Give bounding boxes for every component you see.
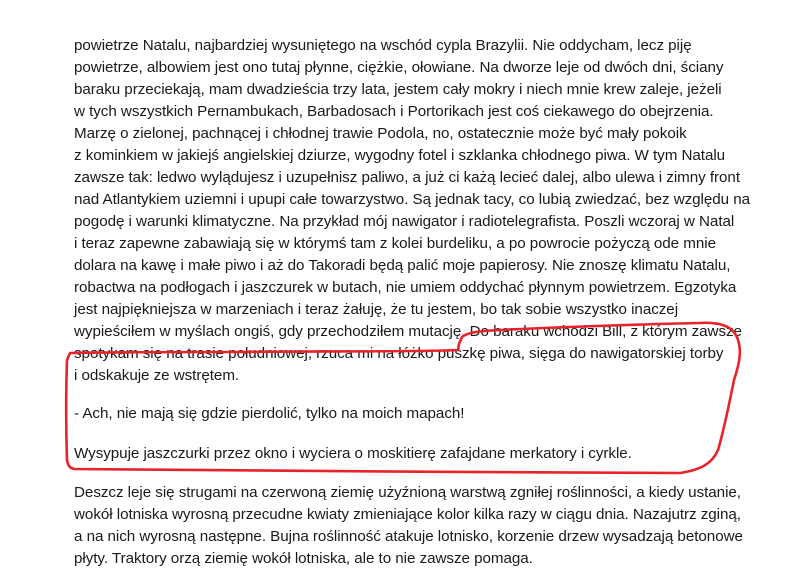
text-line: płyty. Traktory orzą ziemię wokół lotniska, ale to nie zawsze pomaga.	[74, 550, 533, 567]
text-line: nad Atlantykiem uziemni i upupi całe towarzystwo. Są jednak tacy, co lubią zwiedzać, bez względu na	[74, 191, 751, 208]
text-line: zawsze tak: ledwo wylądujesz i uzupełnisz paliwo, a już ci każą lecieć dalej, albo ulewa i zimny front	[74, 169, 740, 186]
text-line: dolara na kawę i małe piwo i aż do Takoradi będą palić moje papierosy. Nie znoszę klimatu Natalu,	[74, 257, 731, 274]
text-line: jest najpiękniejsza w marzeniach i teraz żałuję, że tu jestem, bo tak sobie wszystko inaczej	[74, 301, 679, 318]
text-line: pogodę i warunki klimatyczne. Na przykład mój nawigator i radiotelegrafista. Poszli wczoraj w Natal	[74, 213, 735, 230]
text-line: spotykam się na trasie południowej, rzuca mi na łóżko puszkę piwa, sięga do nawigatorskiej torby	[74, 345, 724, 362]
text-line: wokół lotniska wyrosną przecudne kwiaty zmieniające kolor kilka razy w ciągu dnia. Nazajutrz zginą,	[74, 506, 741, 523]
dialogue-line: - Ach, nie mają się gdzie pierdolić, tylko na moich mapach!	[74, 405, 465, 422]
text-line: robactwa na podłogach i jaszczurek w butach, nie umiem oddychać płynnym powietrzem. Egzotyka	[74, 279, 737, 296]
text-line: i odskakuje ze wstrętem.	[74, 367, 240, 384]
text-line: powietrze, albowiem jest ono tutaj płynne, ciężkie, ołowiane. Na dworze leje od dwóch dni, ściany	[74, 59, 724, 76]
text-line: Marzę o zielonej, pachnącej i chłodnej trawie Podola, no, ostatecznie może być mały pokoik	[74, 125, 687, 142]
text-line: i teraz zapewne zabawiają się w którymś tam z kolei burdeliku, a po powrocie pożyczą ode mnie	[74, 235, 716, 252]
text-line: powietrze Natalu, najbardziej wysuniętego na wschód cypla Brazylii. Nie oddycham, lecz piję	[74, 37, 692, 54]
text-line: a na nich wyrosną następne. Bujna roślinność atakuje lotnisko, korzenie drzew wysadzają betonowe	[74, 528, 743, 545]
text-line: w tych wszystkich Pernambukach, Barbadosach i Portorikach jest coś ciekawego do obejrzenia.	[74, 103, 714, 120]
text-line: Deszcz leje się strugami na czerwoną ziemię użyźnioną warstwą zgniłej roślinności, a kiedy ustanie,	[74, 484, 741, 501]
text-line: z kominkiem w jakiejś angielskiej dziurze, wygodny fotel i szklanka chłodnego piwa. W tym Natalu	[74, 147, 726, 164]
text-line: baraku przeciekają, mam dwadzieścia trzy lata, jestem cały mokry i niech mnie krew zaleje, jeżeli	[74, 81, 722, 98]
text-line: wypieściłem w myślach ongiś, gdy przechodziłem mutację. Do baraku wchodzi Bill, z którym zawsze	[74, 323, 742, 340]
text-line: Wysypuje jaszczurki przez okno i wyciera o moskitierę zafajdane merkatory i cyrkle.	[74, 445, 632, 462]
